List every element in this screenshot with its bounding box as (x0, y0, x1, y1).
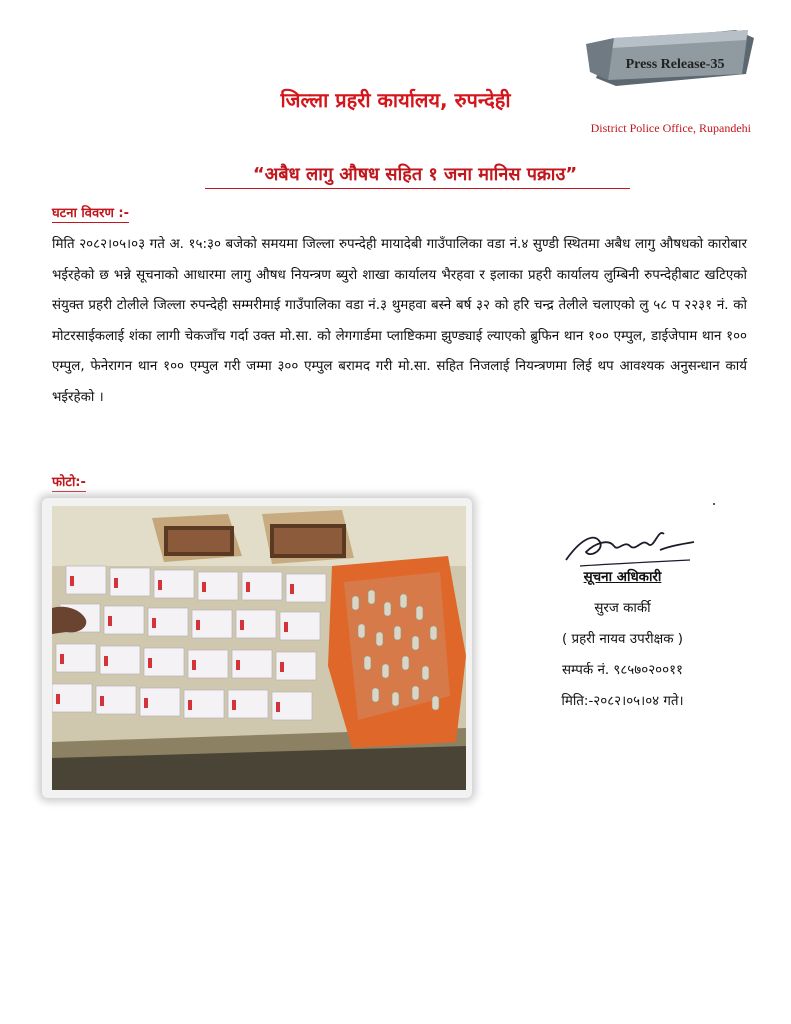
headline-underline (205, 188, 630, 189)
incident-description: मिति २०८२।०५।०३ गते अ. १५:३० बजेको समयमा जिल्ला रुपन्देही मायादेबी गाउँपालिका वडा नं.४ सुण्डी स्थितमा अबैध लागु औषधको कारोबार भईरहेको छ भन्ने सूचनाको आधारमा लागु औषध नियन्त्रण ब्युरो शाखा कार्यालय भैरहवा र इलाका प्रहरी कार्यालय लुम्बिनी रुपन्देहीबाट खटिएको संयुक्त प्रहरी टोलीले जिल्ला रुपन्देही सम्मरीमाई गाउँपालिका वडा नं.३ थुमहवा बस्ने बर्ष ३२ को हरि चन्द्र तेलीले चलाएको लु ५८ प २२३१ नं. को मोटरसाईकलाई शंका लागी चेकजाँच गर्दा उक्त मो.सा. को लेगगार्डमा प्लाष्टिकमा झुण्ड्याई ल्याएको ब्रुफिन थान १०० एम्पुल, डाईजेपाम थान १०० एम्पुल, फेनेरागन थान १०० एम्पुल गरी जम्मा ३०० एम्पुल बरामद गरी मो.सा. सहित निजलाई नियन्त्रणमा लिई थप आवश्यक अनुसन्धान कार्य भईरहेको । (52, 237, 747, 405)
signatory-name: सुरज कार्की (594, 601, 651, 616)
signatory-title: सूचना अधिकारी (583, 570, 662, 585)
signatory-rank: ( प्रहरी नायव उपरीक्षक ) (561, 632, 684, 647)
signatory-date: मिति:-२०८२।०५।०४ गते। (561, 694, 684, 709)
press-headline: “अबैध लागु औषध सहित १ जना मानिस पक्राउ” (252, 164, 578, 185)
ink-dot (713, 503, 715, 505)
office-name-english: District Police Office, Rupandehi (590, 121, 751, 135)
seized-drugs-photo (52, 506, 466, 790)
office-name-nepali: जिल्ला प्रहरी कार्यालय, रुपन्देही (280, 88, 511, 112)
box-left (152, 514, 242, 562)
box-right (262, 510, 354, 564)
incident-details-label: घटना विवरण :- (52, 203, 129, 223)
photo-label: फोटो:- (52, 472, 86, 492)
signatory-contact: सम्पर्क नं. ९८५७०२००११ (561, 663, 684, 678)
press-release-label: Press Release-35 (625, 57, 725, 72)
signatory-block (515, 562, 730, 717)
